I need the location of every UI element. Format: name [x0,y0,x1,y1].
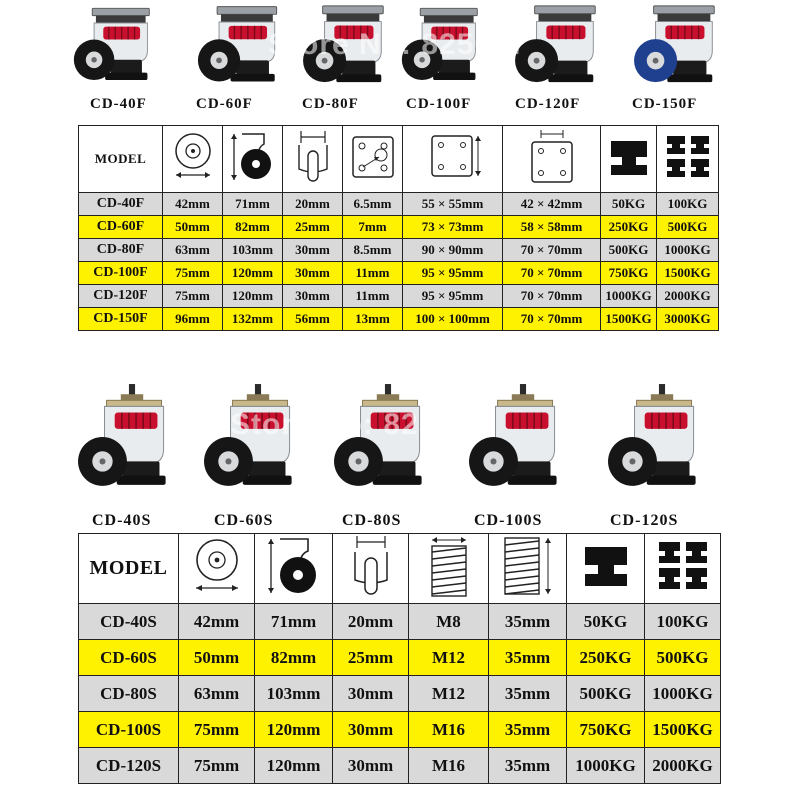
total-load-icon [657,134,718,184]
table-header-row [79,126,719,193]
thread-size-icon [409,534,488,603]
caster-photo-cd-120f [510,2,614,90]
cell-model: CD-80F [79,239,163,262]
thread-length-icon [489,534,566,603]
watermark-top: Store No: 825077 [268,28,528,61]
cell-total: 100KG [645,604,721,640]
cell-width: 56mm [283,308,343,331]
model-label-cd-40s: CD-40S [92,512,152,529]
cell-load: 750KG [567,712,645,748]
caster-photo-cd-60s [200,382,316,494]
cell-thread: M12 [409,640,489,676]
cell-height: 71mm [223,193,283,216]
cell-total: 1000KG [645,676,721,712]
plate-size-header [403,126,503,193]
plate-size-icon [403,132,502,186]
table-row [79,712,721,748]
cell-height: 82mm [223,216,283,239]
table-row [79,748,721,784]
cell-wheel: 75mm [179,712,255,748]
cell-total: 100KG [657,193,719,216]
cell-length: 35mm [489,640,567,676]
caster-height-header [223,126,283,193]
cell-wheel: 50mm [163,216,223,239]
cell-spacing: 70 × 70mm [503,308,601,331]
cell-plate: 55 × 55mm [403,193,503,216]
cell-width: 30mm [333,748,409,784]
wheel-diameter-header [163,126,223,193]
wheel-width-icon [283,129,342,189]
cell-wheel: 50mm [179,640,255,676]
cell-load: 250KG [567,640,645,676]
model-label-cd-60f: CD-60F [196,96,253,112]
cell-length: 35mm [489,712,567,748]
cell-spacing: 42 × 42mm [503,193,601,216]
cell-spacing: 58 × 58mm [503,216,601,239]
total-load-header [657,126,719,193]
wheel-diameter-header [179,534,255,604]
cell-plate: 90 × 90mm [403,239,503,262]
model-label-cd-100s: CD-100S [474,512,543,529]
cell-hole: 11mm [343,285,403,308]
cell-hole: 8.5mm [343,239,403,262]
table-row [79,216,719,239]
cell-height: 120mm [223,285,283,308]
cell-plate: 95 × 95mm [403,285,503,308]
model-label-cd-150f: CD-150F [632,96,698,112]
cell-wheel: 63mm [179,676,255,712]
model-label-cd-120s: CD-120S [610,512,679,529]
cell-wheel: 42mm [163,193,223,216]
cell-wheel: 63mm [163,239,223,262]
stem-spec-table [78,533,721,784]
cell-thread: M16 [409,748,489,784]
cell-model: CD-100F [79,262,163,285]
plate-hole-icon [343,133,402,185]
cell-model: CD-100S [79,712,179,748]
thread-size-header [409,534,489,604]
cell-model: CD-40S [79,604,179,640]
cell-wheel: 75mm [163,285,223,308]
table-row [79,285,719,308]
table-row [79,193,719,216]
cell-plate: 100 × 100mm [403,308,503,331]
single-load-icon [601,137,656,181]
cell-thread: M12 [409,676,489,712]
model-header: MODEL [79,534,179,604]
model-label-cd-120f: CD-120F [515,96,581,112]
cell-hole: 11mm [343,262,403,285]
cell-plate: 95 × 95mm [403,262,503,285]
single-load-icon [567,543,644,594]
cell-width: 30mm [283,262,343,285]
single-load-header [567,534,645,604]
caster-photo-cd-40f [72,2,164,90]
cell-total: 1500KG [657,262,719,285]
cell-model: CD-150F [79,308,163,331]
total-load-icon [645,540,720,597]
model-label-cd-40f: CD-40F [90,96,147,112]
table-row [79,308,719,331]
model-label-cd-100f: CD-100F [406,96,472,112]
cell-model: CD-120S [79,748,179,784]
cell-height: 71mm [255,604,333,640]
cell-load: 500KG [567,676,645,712]
hole-spacing-header [503,126,601,193]
wheel-width-icon [333,534,408,603]
cell-model: CD-60S [79,640,179,676]
cell-wheel: 96mm [163,308,223,331]
caster-height-header [255,534,333,604]
caster-photo-cd-60f [196,2,292,90]
cell-length: 35mm [489,748,567,784]
caster-photo-cd-80f [300,2,400,90]
cell-hole: 7mm [343,216,403,239]
cell-spacing: 70 × 70mm [503,262,601,285]
cell-load: 1500KG [601,308,657,331]
cell-load: 500KG [601,239,657,262]
model-label-cd-60s: CD-60S [214,512,274,529]
caster-photo-cd-150f [632,2,730,90]
table-row [79,262,719,285]
cell-height: 82mm [255,640,333,676]
hole-spacing-icon [503,128,600,190]
cell-wheel: 75mm [179,748,255,784]
cell-thread: M8 [409,604,489,640]
cell-width: 30mm [333,676,409,712]
table-row [79,676,721,712]
cell-length: 35mm [489,676,567,712]
total-load-header [645,534,721,604]
caster-photo-cd-40s [74,382,190,494]
cell-hole: 6.5mm [343,193,403,216]
model-label-cd-80s: CD-80S [342,512,402,529]
cell-plate: 73 × 73mm [403,216,503,239]
caster-height-icon [223,130,282,188]
cell-width: 20mm [283,193,343,216]
cell-width: 25mm [283,216,343,239]
cell-model: CD-120F [79,285,163,308]
cell-load: 1000KG [567,748,645,784]
cell-wheel: 75mm [163,262,223,285]
cell-total: 1500KG [645,712,721,748]
cell-load: 250KG [601,216,657,239]
table-row [79,640,721,676]
table-header-row [79,534,721,604]
cell-total: 500KG [657,216,719,239]
table-row [79,239,719,262]
cell-width: 25mm [333,640,409,676]
cell-load: 50KG [567,604,645,640]
cell-total: 2000KG [645,748,721,784]
caster-height-icon [255,535,332,602]
cell-model: CD-80S [79,676,179,712]
cell-load: 1000KG [601,285,657,308]
cell-model: CD-60F [79,216,163,239]
cell-total: 3000KG [657,308,719,331]
model-header: MODEL [79,126,163,193]
cell-height: 103mm [223,239,283,262]
cell-spacing: 70 × 70mm [503,239,601,262]
thread-length-header [489,534,567,604]
cell-total: 2000KG [657,285,719,308]
wheel-diameter-icon [163,131,222,187]
caster-photo-cd-100s [462,382,584,494]
caster-photo-cd-100f [400,2,492,90]
cell-model: CD-40F [79,193,163,216]
cell-height: 120mm [255,748,333,784]
stem-caster-photos [0,378,800,508]
cell-height: 120mm [255,712,333,748]
plate-hole-header [343,126,403,193]
cell-length: 35mm [489,604,567,640]
cell-width: 30mm [283,285,343,308]
cell-total: 1000KG [657,239,719,262]
wheel-width-header [333,534,409,604]
caster-photo-cd-120s [606,382,718,494]
cell-load: 750KG [601,262,657,285]
single-load-header [601,126,657,193]
cell-thread: M16 [409,712,489,748]
cell-height: 132mm [223,308,283,331]
wheel-width-header [283,126,343,193]
wheel-diameter-icon [179,536,254,601]
caster-photo-cd-80s [330,382,446,494]
cell-spacing: 70 × 70mm [503,285,601,308]
cell-total: 500KG [645,640,721,676]
model-label-cd-80f: CD-80F [302,96,359,112]
cell-load: 50KG [601,193,657,216]
cell-width: 20mm [333,604,409,640]
flange-spec-table [78,125,719,331]
watermark-bottom: Store No: 825077 [230,408,490,441]
cell-width: 30mm [333,712,409,748]
cell-wheel: 42mm [179,604,255,640]
cell-hole: 13mm [343,308,403,331]
table-row [79,604,721,640]
cell-width: 30mm [283,239,343,262]
cell-height: 103mm [255,676,333,712]
cell-height: 120mm [223,262,283,285]
